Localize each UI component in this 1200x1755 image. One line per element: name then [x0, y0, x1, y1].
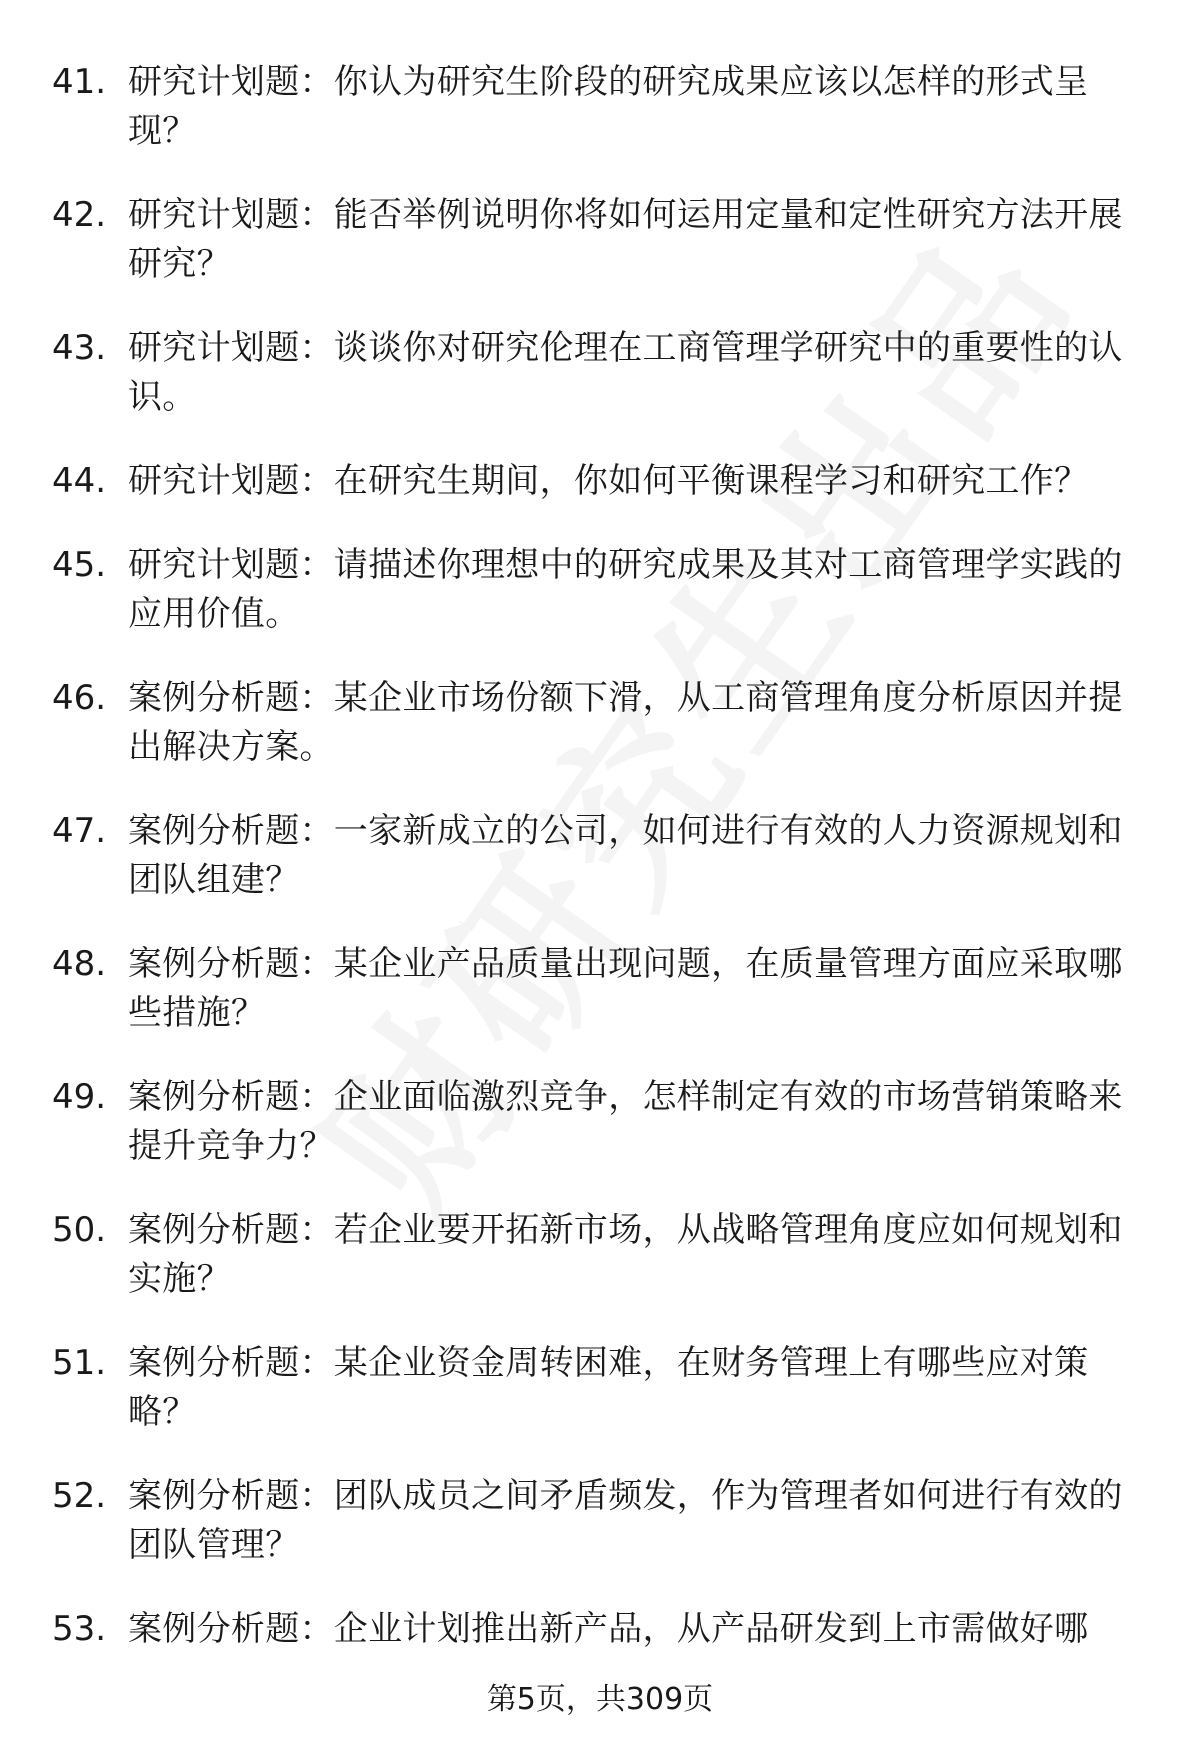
question-number: 42. [52, 195, 107, 235]
question-item [0, 1339, 1200, 1472]
question-number: 50. [52, 1210, 107, 1250]
question-item [0, 807, 1200, 940]
question-item [0, 191, 1200, 324]
question-item [0, 1605, 1200, 1689]
question-text: 案例分析题：团队成员之间矛盾频发，作为管理者如何进行有效的团队管理？ [128, 1476, 1123, 1565]
question-number: 45. [52, 545, 107, 585]
page-footer: 第5页，共309页 [486, 1682, 714, 1717]
question-item [0, 674, 1200, 807]
question-item [0, 1206, 1200, 1339]
question-text: 研究计划题：在研究生期间，你如何平衡课程学习和研究工作？ [128, 461, 1089, 501]
question-item [0, 457, 1200, 541]
question-text: 案例分析题：某企业产品质量出现问题，在质量管理方面应采取哪些措施？ [128, 944, 1123, 1033]
question-text: 案例分析题：若企业要开拓新市场，从战略管理角度应如何规划和实施？ [128, 1210, 1123, 1299]
question-number: 44. [52, 461, 107, 501]
question-text: 研究计划题：谈谈你对研究伦理在工商管理学研究中的重要性的认识。 [128, 328, 1123, 417]
question-number: 51. [52, 1343, 107, 1383]
question-item [0, 940, 1200, 1073]
question-number: 47. [52, 811, 107, 851]
question-text: 案例分析题：一家新成立的公司，如何进行有效的人力资源规划和团队组建？ [128, 811, 1123, 900]
question-list [0, 58, 1200, 1689]
question-text: 案例分析题：某企业资金周转困难，在财务管理上有哪些应对策略？ [128, 1343, 1089, 1432]
question-item [0, 58, 1200, 191]
question-item [0, 1472, 1200, 1605]
question-number: 52. [52, 1476, 107, 1516]
question-number: 43. [52, 328, 107, 368]
question-item [0, 1073, 1200, 1206]
question-text: 案例分析题：企业面临激烈竞争，怎样制定有效的市场营销策略来提升竞争力？ [128, 1077, 1123, 1166]
question-number: 49. [52, 1077, 107, 1117]
question-item [0, 541, 1200, 674]
question-text: 案例分析题：某企业市场份额下滑，从工商管理角度分析原因并提出解决方案。 [128, 678, 1123, 767]
question-number: 48. [52, 944, 107, 984]
question-item [0, 324, 1200, 457]
question-number: 46. [52, 678, 107, 718]
question-text: 案例分析题：企业计划推出新产品，从产品研发到上市需做好哪 [128, 1609, 1089, 1649]
question-number: 41. [52, 62, 107, 102]
question-text: 研究计划题：请描述你理想中的研究成果及其对工商管理学实践的应用价值。 [128, 545, 1123, 634]
question-text: 研究计划题：你认为研究生阶段的研究成果应该以怎样的形式呈现？ [128, 62, 1089, 151]
question-number: 53. [52, 1609, 107, 1649]
question-text: 研究计划题：能否举例说明你将如何运用定量和定性研究方法开展研究？ [128, 195, 1123, 284]
